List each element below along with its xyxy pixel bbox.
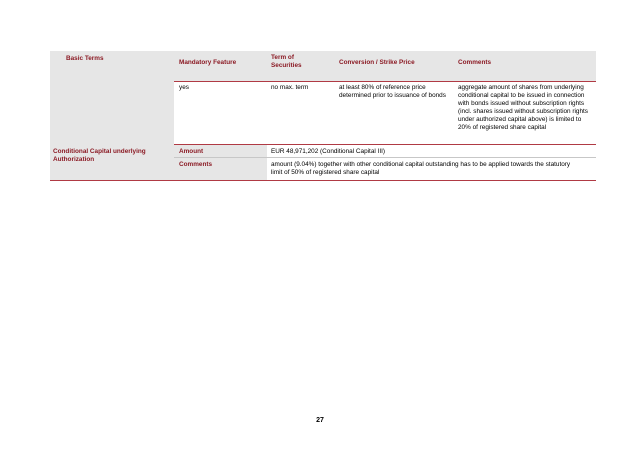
comments-header: Comments: [455, 51, 596, 82]
comments-value: aggregate amount of shares from underlying conditional capital to be issued in connection with bonds issued without subscription rights (incl. shares issued without subscription rights under authorized capital above) is limited to 20% of registered share capital: [455, 82, 596, 145]
basic-terms-table: [50, 51, 596, 145]
page-number: 27: [316, 417, 324, 424]
mandatory-feature-header: Mandatory Feature: [174, 51, 267, 82]
amount-value: EUR 48,971,202 (Conditional Capital III): [267, 145, 596, 158]
conditional-capital-title: Conditional Capital underlying Authorization: [50, 145, 174, 181]
comments-label: Comments: [174, 158, 267, 181]
conditional-capital-table: [50, 145, 596, 181]
conversion-price-header: Conversion / Strike Price: [335, 51, 455, 82]
table-row: [50, 145, 596, 158]
conversion-price-value: at least 80% of reference price determined prior to issuance of bonds: [335, 82, 455, 145]
mandatory-feature-value: yes: [174, 82, 267, 145]
term-of-securities-value: no max. term: [267, 82, 335, 145]
amount-label: Amount: [174, 145, 267, 158]
basic-terms-title: Basic Terms: [50, 51, 174, 145]
comments-value: amount (9.04%) together with other conditional capital outstanding has to be applied towards the statutory limit of 50% of registered share capital: [267, 158, 596, 181]
term-of-securities-header: Term of Securities: [267, 51, 335, 82]
